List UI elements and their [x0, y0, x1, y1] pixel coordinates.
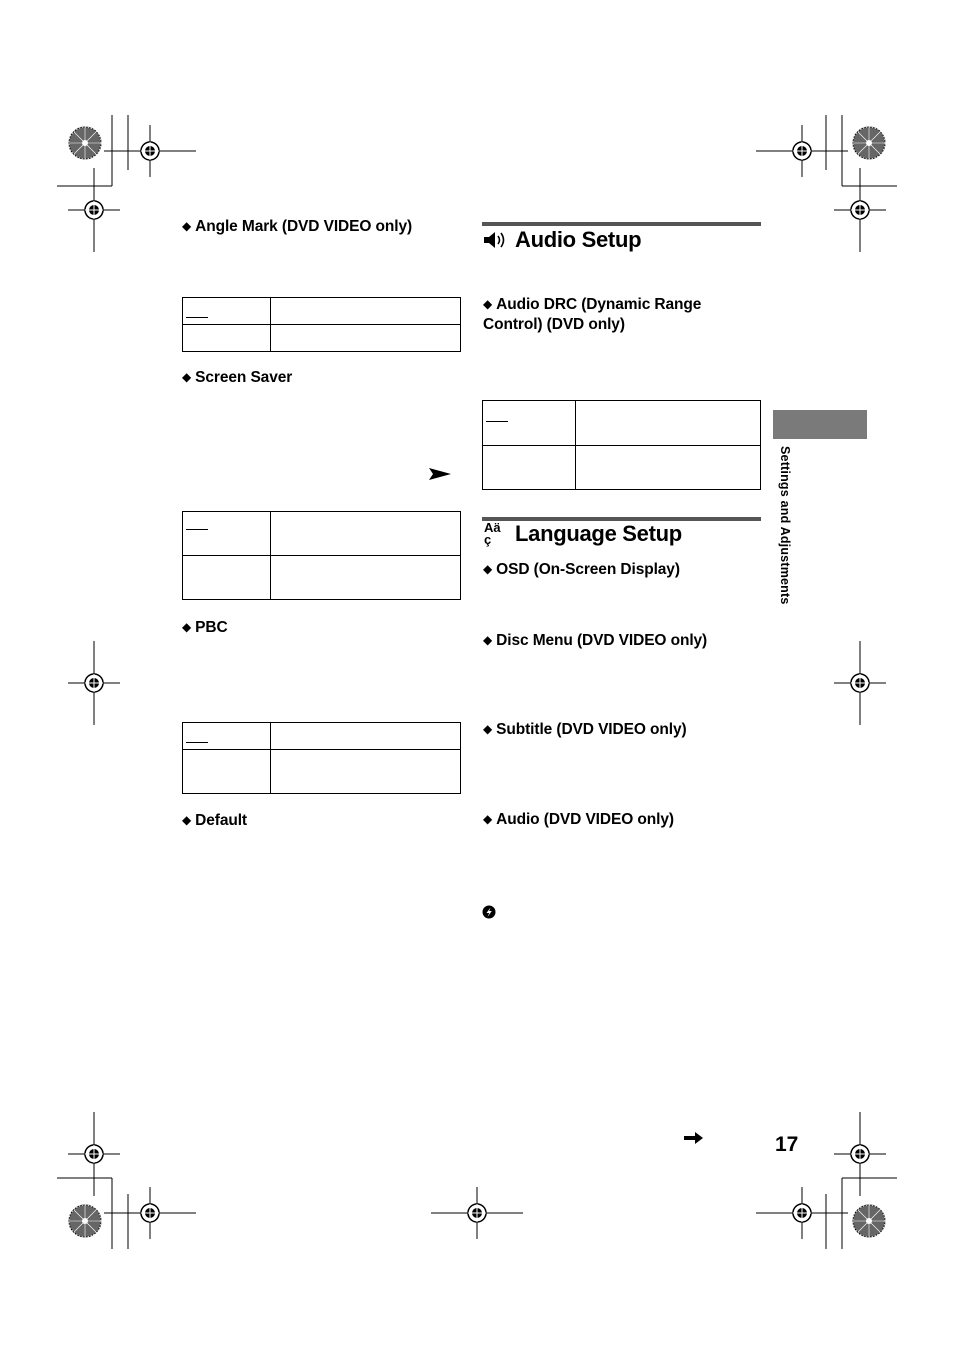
bullet-icon: ◆ — [483, 722, 493, 736]
option-cell — [183, 298, 271, 325]
option-description — [271, 512, 461, 556]
option-description — [576, 446, 761, 490]
triangle-right-icon — [429, 467, 451, 481]
bullet-icon: ◆ — [483, 297, 493, 311]
option-cell — [183, 512, 271, 556]
option-cell — [183, 723, 271, 750]
page-number: 17 — [775, 1133, 799, 1156]
option-cell — [483, 446, 576, 490]
angle-mark-options-table — [182, 297, 461, 352]
osd-heading: ◆ OSD (On-Screen Display) — [483, 561, 680, 578]
option-description — [271, 556, 461, 600]
option-cell — [483, 401, 576, 446]
option-description — [576, 401, 761, 446]
audio-drc-heading: ◆ Audio DRC (Dynamic Range Control) (DVD only) — [483, 296, 702, 333]
pbc-options-table — [182, 722, 461, 794]
screen-saver-heading: ◆ Screen Saver — [182, 369, 293, 386]
bullet-icon: ◆ — [182, 620, 192, 634]
speaker-icon — [483, 230, 511, 250]
angle-mark-heading: ◆ Angle Mark (DVD VIDEO only) — [182, 218, 413, 235]
disc-menu-heading: ◆ Disc Menu (DVD VIDEO only) — [483, 632, 708, 649]
default-marker — [486, 421, 508, 422]
bullet-icon: ◆ — [483, 562, 493, 576]
arrow-right-icon — [684, 1132, 704, 1144]
bullet-icon: ◆ — [483, 812, 493, 826]
subtitle-heading: ◆ Subtitle (DVD VIDEO only) — [483, 721, 687, 738]
side-tab-block — [773, 410, 867, 439]
language-setup-title: Language Setup — [515, 521, 682, 546]
option-description — [271, 325, 461, 352]
option-cell — [183, 556, 271, 600]
default-marker — [186, 742, 208, 743]
option-cell — [183, 750, 271, 794]
bullet-icon: ◆ — [182, 813, 192, 827]
option-description — [271, 723, 461, 750]
pbc-heading: ◆ PBC — [182, 619, 228, 636]
audio-setup-bar — [482, 222, 761, 226]
screen-saver-options-table — [182, 511, 461, 600]
audio-setup-title: Audio Setup — [515, 227, 642, 252]
bullet-icon: ◆ — [182, 219, 192, 233]
side-tab-label: Settings and Adjustments — [778, 446, 792, 605]
option-cell — [183, 325, 271, 352]
bullet-icon: ◆ — [483, 633, 493, 647]
audio-language-heading: ◆ Audio (DVD VIDEO only) — [483, 811, 674, 828]
default-marker — [186, 317, 208, 318]
default-heading: ◆ Default — [182, 812, 247, 829]
default-marker — [186, 529, 208, 530]
language-icon: Aä ç — [484, 520, 501, 547]
bullet-icon: ◆ — [182, 370, 192, 384]
option-description — [271, 750, 461, 794]
option-description — [271, 298, 461, 325]
audio-drc-options-table — [482, 400, 761, 490]
hint-icon — [482, 905, 496, 919]
